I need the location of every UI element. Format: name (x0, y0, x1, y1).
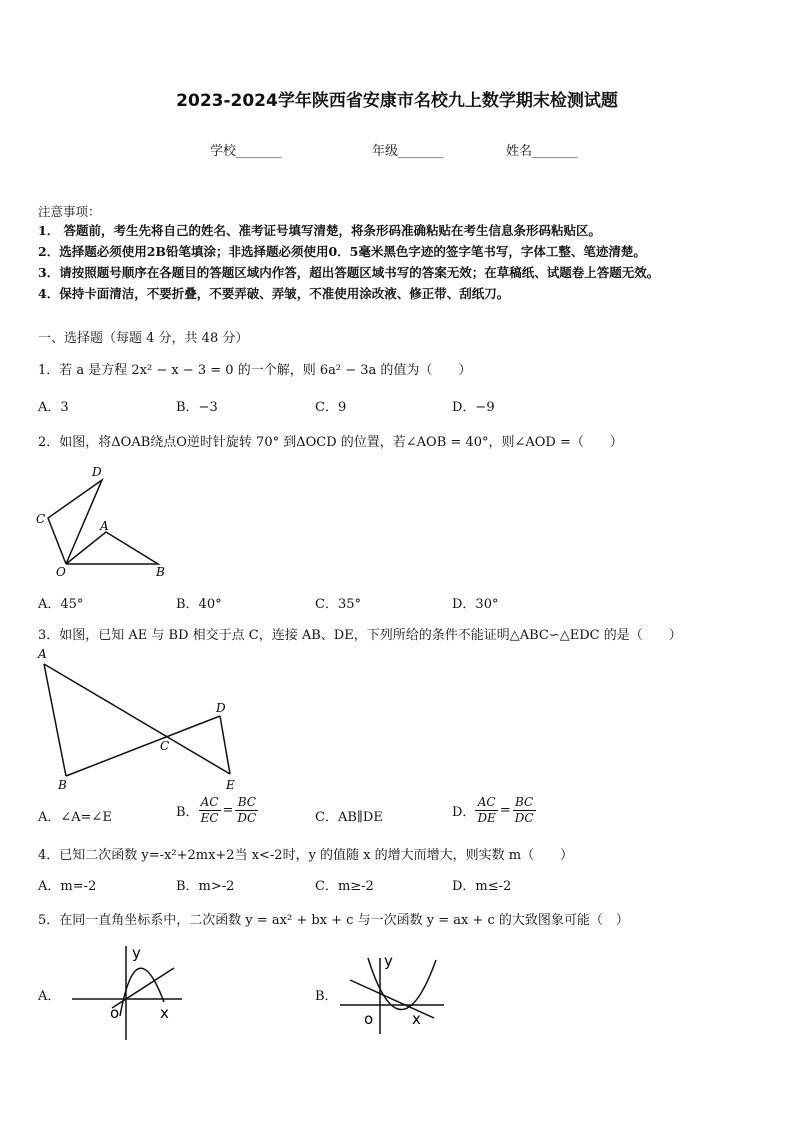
segment-ab (44, 664, 66, 776)
label-c: C (36, 512, 46, 526)
grade-field: 年级_______ (372, 144, 444, 159)
q2-figure (30, 460, 180, 585)
note-item-3: 3．请按照题号顺序在各题目的答题区域内作答，超出答题区域书写的答案无效；在草稿纸、试题卷上答题无效。 (38, 265, 660, 280)
q2-option-b: B．40° (176, 597, 222, 612)
segment-bd (66, 716, 220, 776)
denominator: DE (477, 811, 496, 825)
q1-option-c: C．9 (315, 400, 347, 415)
q3-option-b-prefix: B． (176, 805, 199, 820)
fraction (513, 795, 536, 826)
note-item-4: 4．保持卡面清洁，不要折叠，不要弄破、弄皱，不准使用涂改液、修正带、刮纸刀。 (38, 286, 510, 301)
q2-option-c: C．35° (315, 597, 361, 612)
question-4-stem: 4．已知二次函数 y=-x²+2mx+2当 x<-2时，y 的值随 x 的增大而增大，则实数 m（ ） (38, 848, 574, 863)
origin-label: o (110, 1004, 120, 1022)
q5-option-b-graph (334, 944, 450, 1036)
denominator: DC (237, 811, 257, 825)
q5-option-a-label: A． (38, 989, 61, 1004)
segment-de (220, 716, 230, 774)
name-field: 姓名_______ (506, 144, 578, 159)
question-2-stem: 2．如图，将ΔOAB绕点O逆时针旋转 70° 到ΔOCD 的位置，若∠AOB = 40°，则∠AOD =（ ） (38, 435, 623, 450)
label-c: C (160, 739, 170, 753)
fraction (235, 795, 258, 826)
label-o: O (56, 565, 66, 579)
q4-option-d: D．m≤-2 (452, 879, 512, 894)
axis-y-label: y (384, 952, 393, 970)
axis-y-label: y (132, 944, 141, 962)
line (350, 980, 434, 1018)
axis-x-label: x (160, 1004, 169, 1022)
triangle-oab (66, 532, 158, 564)
q4-option-c: C．m≥-2 (315, 879, 374, 894)
q1-option-b: B．−3 (176, 400, 218, 415)
triangle-ocd (48, 480, 102, 564)
page-title: 2023-2024学年陕西省安康市名校九上数学期末检测试题 (176, 91, 618, 111)
numerator: BC (513, 795, 536, 811)
equals-sign: = (499, 803, 511, 818)
label-b: B (156, 565, 165, 579)
question-5-stem: 5．在同一直角坐标系中，二次函数 y = ax² + bx + c 与一次函数 y = ax + c 的大致图象可能（ ） (38, 913, 629, 928)
q1-option-d: D．−9 (452, 400, 495, 415)
q3-option-c: C．AB∥DE (315, 810, 383, 825)
numerator: AC (475, 795, 497, 811)
axis-x-label: x (412, 1010, 421, 1028)
denominator: DC (514, 811, 534, 825)
numerator: AC (199, 795, 221, 811)
line (112, 968, 174, 1008)
q3-option-a: A．∠A=∠E (38, 810, 112, 825)
label-b: B (58, 778, 67, 792)
label-d: D (92, 465, 102, 479)
q3-option-d (452, 795, 536, 826)
note-item-2: 2．选择题必须使用2B铅笔填涂；非选择题必须使用0．5毫米黑色字迹的签字笔书写，字体工整、笔迹清楚。 (38, 244, 646, 259)
question-1-stem: 1．若 a 是方程 2x² − x − 3 = 0 的一个解，则 6a² − 3a 的值为（ ） (38, 363, 472, 378)
q5-option-a-graph (66, 938, 188, 1044)
label-d: D (216, 701, 226, 715)
segment-ae (44, 664, 230, 774)
parabola (368, 958, 436, 1010)
fraction (475, 795, 497, 826)
label-a: A (100, 519, 109, 533)
q5-option-b-label: B． (315, 989, 338, 1004)
question-3-stem: 3．如图，已知 AE 与 BD 相交于点 C，连接 AB、DE，下列所给的条件不能证明△ABC∽△EDC 的是（ ） (38, 628, 682, 643)
denominator: EC (200, 811, 219, 825)
q4-option-a: A．m=-2 (38, 879, 97, 894)
q1-option-a: A．3 (38, 400, 69, 415)
equals-sign: = (222, 803, 234, 818)
fraction (199, 795, 221, 826)
q4-option-b: B．m>-2 (176, 879, 235, 894)
origin-label: o (364, 1010, 374, 1028)
q3-figure (30, 642, 250, 794)
notes-heading: 注意事项： (38, 204, 101, 219)
label-e: E (226, 778, 235, 792)
school-field: 学校_______ (210, 144, 282, 159)
q2-option-d: D．30° (452, 597, 499, 612)
q3-option-d-prefix: D． (452, 805, 476, 820)
label-a: A (38, 647, 47, 661)
q3-option-b (176, 795, 258, 826)
section-heading: 一、选择题（每题 4 分，共 48 分） (38, 331, 249, 346)
numerator: BC (235, 795, 258, 811)
note-item-1: 1． 答题前，考生先将自己的姓名、准考证号填写清楚，将条形码准确粘贴在考生信息条形码粘贴区。 (38, 223, 602, 238)
q2-option-a: A．45° (38, 597, 84, 612)
